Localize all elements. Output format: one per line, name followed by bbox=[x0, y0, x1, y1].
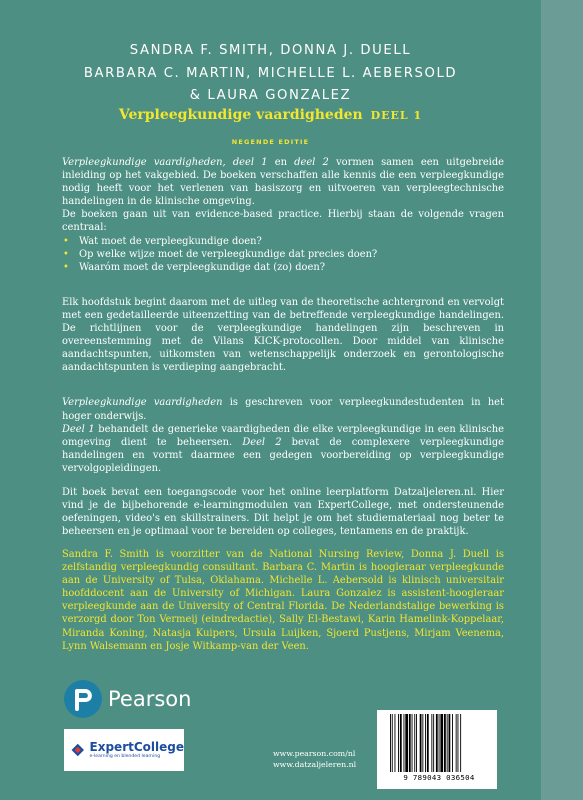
book-title bbox=[0, 107, 541, 123]
expertcollege-name: ExpertCollege bbox=[89, 739, 184, 754]
audience-em-deel1: Deel 1 bbox=[62, 423, 95, 435]
pearson-url[interactable]: www.pearson.com/nl bbox=[273, 749, 356, 758]
book-spine bbox=[541, 0, 583, 800]
author-line: BARBARA C. MARTIN, MICHELLE L. AEBERSOLD bbox=[83, 65, 458, 81]
intro-em-title: Verpleegkundige vaardigheden, deel 1 bbox=[62, 157, 268, 168]
audience-em-title: Verpleegkundige vaardigheden bbox=[62, 397, 223, 409]
chapter-paragraph: Elk hoofdstuk begint daarom met de uitleg van de theoretische achtergrond en vervolgt met een gedetailleerde uiteenzetting van de betreffende verpleegkundige handelingen. De richtlijnen voor de verpleegkundige handelingen zijn beschreven in overeenstemming met de Vilans KICK-protocollen. Door middel van klinische aandachtspunten, uitkomsten van wetenschappelijk onderzoek en gerontologische aandachtspunten is verdieping aangebracht. bbox=[62, 296, 504, 374]
isbn-barcode bbox=[377, 710, 497, 789]
expertcollege-tagline: e-learning en blended learning bbox=[89, 753, 161, 759]
audience-paragraph bbox=[62, 396, 504, 475]
audience-text: behandelt de generieke vaardigheden die elke verpleegkundige in een klinische omgeving dient te beheersen. bbox=[62, 423, 504, 448]
barcode-bars bbox=[389, 714, 489, 772]
blurb bbox=[62, 156, 504, 538]
author-bio: Sandra F. Smith is voorzitter van de National Nursing Review, Donna J. Duell is zelfstandig verpleegkundig consultant. Barbara C. Martin is hoogleraar verpleegkunde aan de University of Tulsa, Oklahama. Michelle L. Aebersold is klinisch universitair hoofddocent aan de University of Michigan. Laura Gonzalez is assistent-hoogleraar verpleegkunde aan de University of Central Florida. De Nederlandstalige bewerking is verzorgd door Ton Vermeij (eindredactie), Sally El-Bestawi, Karin Hamelink-Koppelaar, Miranda Koning, Natasja Kuipers, Ursula Luijken, Sjoerd Pustjens, Mirjam Veenema, Lynn Walsemann en Josje Witkamp-van der Veen. bbox=[62, 549, 504, 652]
intro-paragraph bbox=[62, 156, 504, 208]
author-line: SANDRA F. SMITH, DONNA J. DUELL bbox=[129, 43, 412, 58]
pearson-p-icon bbox=[64, 680, 102, 718]
author-line: & LAURA GONZALEZ bbox=[189, 88, 352, 103]
intro-em-deel2: deel 2 bbox=[294, 157, 329, 168]
author-list bbox=[0, 40, 541, 108]
pearson-logo bbox=[64, 680, 191, 718]
website-links bbox=[273, 748, 356, 770]
edition-label: NEGENDE EDITIE bbox=[231, 138, 310, 146]
book-title-main: Verpleegkundige vaardigheden bbox=[118, 107, 363, 123]
access-code-paragraph: Dit boek bevat een toegangscode voor het online leerplatform Datzaljeleren.nl. Hier vind je de bijbehorende e-learningmodulen van ExpertCollege, met ondersteunende oefeningen, video's en skillstrainers. Dit helpt je om het studiemateriaal nog beter te beheersen en je optimaal voor te bereiden op colleges, tentamens en de praktijk. bbox=[62, 486, 504, 538]
intro-text: vormen samen een uitgebreide inleiding op het vakgebied. De boeken verschaffen alle kennis die een verpleegkundige nodig heeft voor het verlenen van basiszorg en uitvoeren van verpleegtechnische handelingen in de klinische omgeving. bbox=[62, 157, 504, 208]
evidence-paragraph: De boeken gaan uit van evidence-based practice. Hierbij staan de volgende vragen centraal: bbox=[62, 209, 504, 234]
intro-text: en bbox=[267, 157, 295, 168]
expertcollege-logo bbox=[64, 729, 184, 771]
audience-text: bevat de complexere verpleegkundige handelingen en vormt daarmee een gedegen voorbereiding op verpleegkundige vervolgopleidingen. bbox=[62, 436, 505, 474]
question-item: • Wat moet de verpleegkundige doen? bbox=[62, 235, 504, 248]
book-title-volume: DEEL 1 bbox=[370, 109, 423, 122]
question-list bbox=[62, 235, 504, 274]
isbn-number: 9 789043 036504 bbox=[403, 773, 475, 782]
datzaljeleren-url[interactable]: www.datzaljeleren.nl bbox=[273, 760, 357, 769]
question-item: • Waaróm moet de verpleegkundige dat (zo) doen? bbox=[62, 261, 504, 274]
pearson-wordmark: Pearson bbox=[108, 687, 192, 711]
expertcollege-icon bbox=[70, 740, 86, 760]
question-item: • Op welke wijze moet de verpleegkundige dat precies doen? bbox=[62, 248, 504, 261]
audience-em-deel2: Deel 2 bbox=[242, 436, 282, 448]
audience-text: is geschreven voor verpleegkundestudenten in het hoger onderwijs. bbox=[62, 397, 504, 422]
